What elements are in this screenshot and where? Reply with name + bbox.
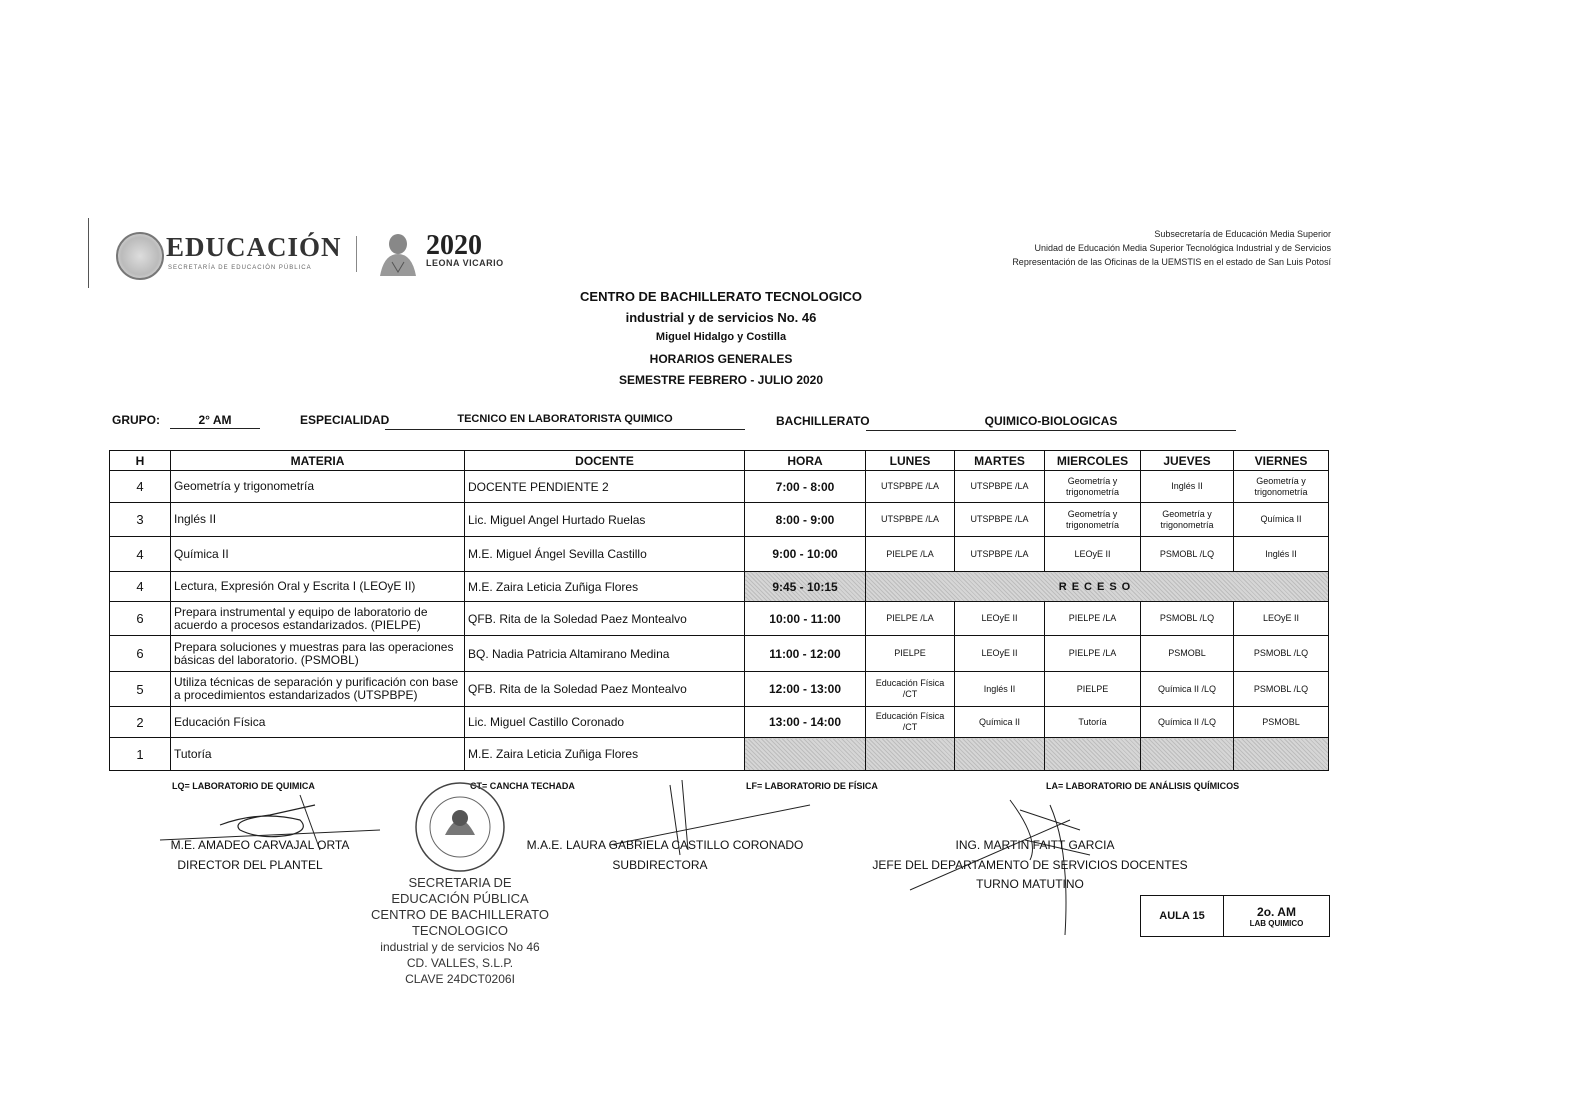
row-hours: 6 [110,636,171,672]
cell-martes: LEOyE II [955,602,1045,636]
row-docente: M.E. Zaira Leticia Zuñiga Flores [465,572,745,602]
row-hours: 1 [110,738,171,771]
table-row [110,602,1329,636]
stamp-line-4: TECNOLOGICO [411,923,509,938]
jefe-turno: TURNO MATUTINO [976,877,1084,891]
legend-lq: LQ= LABORATORIO DE QUIMICA [172,781,315,791]
especialidad-value: TECNICO EN LABORATORISTA QUIMICO [385,413,745,430]
cell-martes: UTSPBPE /LA [955,537,1045,572]
leona-vicario-portrait-icon [374,232,422,276]
legend-ct: CT= CANCHA TECHADA [470,781,575,791]
bachillerato-value: QUIMICO-BIOLOGICAS [866,414,1236,431]
cell-viernes: Inglés II [1234,537,1329,572]
row-docente: M.E. Miguel Ángel Sevilla Castillo [465,537,745,572]
legend-lf: LF= LABORATORIO DE FÍSICA [746,781,878,791]
cell-viernes: PSMOBL /LQ [1234,636,1329,672]
row-docente: DOCENTE PENDIENTE 2 [465,471,745,503]
director-name: M.E. AMADEO CARVAJAL ORTA [170,838,350,852]
cell-miercoles: LEOyE II [1045,537,1141,572]
cell-viernes: Geometría y trigonometría [1234,471,1329,503]
table-row [110,471,1329,503]
row-hours: 4 [110,572,171,602]
cell-viernes: PSMOBL /LQ [1234,672,1329,707]
cell-miercoles: PIELPE [1045,672,1141,707]
cell-miercoles: PIELPE /LA [1045,636,1141,672]
subdirectora-name: M.A.E. LAURA GABRIELA CASTILLO CORONADO [526,838,804,852]
table-row [110,537,1329,572]
aula-box [1140,895,1330,937]
cell-jueves: PSMOBL [1141,636,1234,672]
stamp-line-7: CLAVE 24DCT0206I [405,972,515,986]
table-row [110,738,1329,771]
header-h: H [110,451,171,471]
table-row [110,636,1329,672]
cell-miercoles [1045,738,1141,771]
jefe-name: ING. MARTIN FAITT GARCIA [955,838,1115,852]
grupo-label: GRUPO: [112,413,160,427]
school-subtitle: industrial y de servicios No. 46 [625,310,817,325]
header-martes: MARTES [955,451,1045,471]
cell-miercoles: Tutoría [1045,707,1141,738]
school-honoree: Miguel Hidalgo y Costilla [655,331,787,343]
representacion-line: Representación de las Oficinas de la UEMSTIS en el estado de San Luis Potosí [1012,257,1331,267]
director-title: DIRECTOR DEL PLANTEL [177,858,323,872]
subdirectora-title: SUBDIRECTORA [612,858,708,872]
cell-jueves: Química II /LQ [1141,707,1234,738]
stamp-text-block [360,875,560,987]
row-materia: Educación Física [171,707,465,738]
row-materia: Química II [171,537,465,572]
semester-title: SEMESTRE FEBRERO - JULIO 2020 [618,373,824,387]
row-hours: 3 [110,503,171,537]
educacion-logo-sub: SECRETARÍA DE EDUCACIÓN PÚBLICA [168,265,312,271]
cell-miercoles: Geometría y trigonometría [1045,503,1141,537]
aula-group-box [1224,896,1329,936]
row-hours: 2 [110,707,171,738]
table-header-row [110,451,1329,471]
schedule-table [109,450,1329,771]
official-seal-icon [410,780,510,875]
cell-martes: Química II [955,707,1045,738]
especialidad-label: ESPECIALIDAD [300,413,390,427]
row-docente: BQ. Nadia Patricia Altamirano Medina [465,636,745,672]
cell-viernes: LEOyE II [1234,602,1329,636]
stamp-line-5: industrial y de servicios No 46 [380,940,540,954]
header-hora: HORA [745,451,866,471]
cell-viernes: PSMOBL [1234,707,1329,738]
cell-martes: Inglés II [955,672,1045,707]
row-materia: Lectura, Expresión Oral y Escrita I (LEOyE II) [171,572,465,602]
year-2020-logo: 2020 [426,230,482,261]
row-materia: Prepara instrumental y equipo de laboratorio de acuerdo a procesos estandarizados. (PIELPE) [171,602,465,636]
cell-jueves [1141,738,1234,771]
row-docente: M.E. Zaira Leticia Zuñiga Flores [465,738,745,771]
cell-lunes: PIELPE /LA [866,602,955,636]
receso-cell: RECESO [866,572,1329,602]
row-materia: Inglés II [171,503,465,537]
row-materia: Utiliza técnicas de separación y purificación con base a procedimientos estandarizados (UTSPBPE) [171,672,465,707]
unidad-line: Unidad de Educación Media Superior Tecnológica Industrial y de Servicios [1034,243,1331,253]
cell-lunes: UTSPBPE /LA [866,471,955,503]
cell-martes: UTSPBPE /LA [955,503,1045,537]
cell-jueves: PSMOBL /LQ [1141,602,1234,636]
subsecretaria-line: Subsecretaría de Educación Media Superior [1154,229,1331,239]
table-row [110,503,1329,537]
row-hours: 5 [110,672,171,707]
cell-lunes: Educación Física /CT [866,707,955,738]
table-row [110,672,1329,707]
educacion-logo: EDUCACIÓN [166,232,342,262]
table-row [110,572,1329,602]
schedule-title: HORARIOS GENERALES [649,352,793,366]
cell-jueves: Geometría y trigonometría [1141,503,1234,537]
row-docente: Lic. Miguel Castillo Coronado [465,707,745,738]
cell-lunes: UTSPBPE /LA [866,503,955,537]
logo-separator [356,236,357,272]
row-hours: 4 [110,537,171,572]
table-row [110,707,1329,738]
cell-viernes: Química II [1234,503,1329,537]
cell-lunes: PIELPE /LA [866,537,955,572]
cell-jueves: Inglés II [1141,471,1234,503]
cell-martes: LEOyE II [955,636,1045,672]
header-jueves: JUEVES [1141,451,1234,471]
cell-lunes: Educación Física /CT [866,672,955,707]
cell-jueves: PSMOBL /LQ [1141,537,1234,572]
row-hora: 10:00 - 11:00 [745,602,866,636]
row-hours: 4 [110,471,171,503]
row-hora: 7:00 - 8:00 [745,471,866,503]
row-docente: QFB. Rita de la Soledad Paez Montealvo [465,672,745,707]
stamp-line-3: CENTRO DE BACHILLERATO [371,907,549,922]
stamp-line-1: SECRETARIA DE [408,875,512,890]
row-materia: Prepara soluciones y muestras para las operaciones básicas del laboratorio. (PSMOBL) [171,636,465,672]
row-hora: 8:00 - 9:00 [745,503,866,537]
stamp-line-6: CD. VALLES, S.L.P. [406,956,514,970]
cell-miercoles: Geometría y trigonometría [1045,471,1141,503]
row-docente: Lic. Miguel Angel Hurtado Ruelas [465,503,745,537]
grupo-value: 2° AM [170,413,260,429]
row-hora: 12:00 - 13:00 [745,672,866,707]
cell-viernes [1234,738,1329,771]
header-docente: DOCENTE [465,451,745,471]
sep-seal-icon [116,232,164,280]
aula-group: 2o. AM [1257,904,1296,919]
header-materia: MATERIA [171,451,465,471]
row-materia: Tutoría [171,738,465,771]
row-hora: 9:45 - 10:15 [745,572,866,602]
bachillerato-label: BACHILLERATO [776,414,870,428]
header-divider-line [88,218,89,288]
row-hours: 6 [110,602,171,636]
legend-la: LA= LABORATORIO DE ANÁLISIS QUÍMICOS [1046,781,1240,791]
header-lunes: LUNES [866,451,955,471]
cell-miercoles: PIELPE /LA [1045,602,1141,636]
row-materia: Geometría y trigonometría [171,471,465,503]
row-hora [745,738,866,771]
cell-martes: UTSPBPE /LA [955,471,1045,503]
cell-lunes [866,738,955,771]
stamp-line-2: EDUCACIÓN PÚBLICA [391,891,529,906]
school-name: CENTRO DE BACHILLERATO TECNOLOGICO [580,289,862,304]
leona-vicario-text: LEONA VICARIO [426,258,504,268]
header-miercoles: MIERCOLES [1045,451,1141,471]
row-hora: 13:00 - 14:00 [745,707,866,738]
cell-martes [955,738,1045,771]
aula-lab: LAB QUIMICO [1249,918,1304,928]
row-hora: 11:00 - 12:00 [745,636,866,672]
cell-lunes: PIELPE [866,636,955,672]
jefe-title: JEFE DEL DEPARTAMENTO DE SERVICIOS DOCENTES [872,858,1188,872]
cell-jueves: Química II /LQ [1141,672,1234,707]
header-viernes: VIERNES [1234,451,1329,471]
row-hora: 9:00 - 10:00 [745,537,866,572]
row-docente: QFB. Rita de la Soledad Paez Montealvo [465,602,745,636]
aula-label: AULA 15 [1141,896,1224,936]
